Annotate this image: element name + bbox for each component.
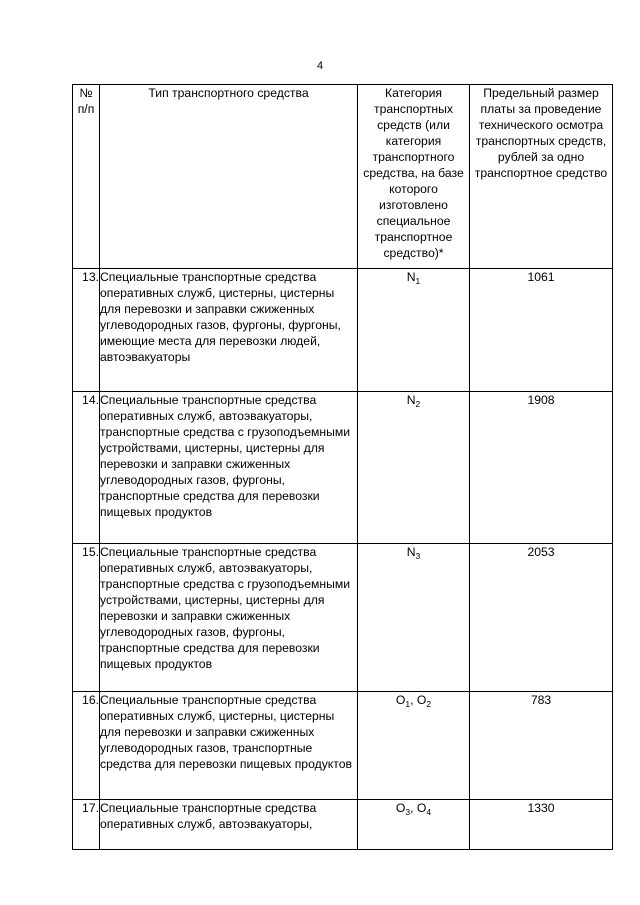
max-fee: 2053 — [470, 544, 613, 692]
category-subscript: 1 — [405, 699, 411, 709]
category-separator: , — [410, 693, 417, 707]
category-letter: N — [406, 270, 416, 284]
table-row — [73, 392, 613, 544]
category-letter: N — [406, 393, 416, 407]
inspection-fee-table — [72, 84, 613, 850]
table-row — [73, 269, 613, 392]
table-header-row — [73, 85, 613, 269]
header-number: № п/п — [73, 85, 100, 269]
category-subscript: 4 — [426, 807, 432, 817]
category-subscript: 1 — [415, 276, 421, 286]
category-letter: O — [416, 693, 427, 707]
vehicle-type: Специальные транспортные средства оперативных служб, цистерны, цистерны для перевозки и заправки сжиженных углеводородных газов, транспортные средства для перевозки пищевых продуктов — [100, 692, 358, 800]
category-subscript: 2 — [426, 699, 432, 709]
row-number: 15. — [73, 544, 100, 692]
category-subscript: 3 — [415, 551, 421, 561]
table-row — [73, 800, 613, 850]
category-letter: O — [395, 693, 406, 707]
category-subscript: 3 — [405, 807, 411, 817]
vehicle-type: Специальные транспортные средства оперативных служб, автоэвакуаторы, транспортные средства с грузоподъемными устройствами, цистерны, цистерны для перевозки и заправки сжиженных углеводородных газов, фургоны, транспортные средства для перевозки пищевых продуктов — [100, 544, 358, 692]
table-row — [73, 544, 613, 692]
category-letter: O — [416, 801, 427, 815]
vehicle-category — [358, 692, 470, 800]
category-letter: O — [395, 801, 406, 815]
header-vehicle-type: Тип транспортного средства — [100, 85, 358, 269]
max-fee: 1061 — [470, 269, 613, 392]
vehicle-category — [358, 544, 470, 692]
max-fee: 1330 — [470, 800, 613, 850]
vehicle-type: Специальные транспортные средства оперативных служб, автоэвакуаторы, — [100, 800, 358, 850]
row-number: 13. — [73, 269, 100, 392]
header-max-fee: Предельный размер платы за проведение технического осмотра транспортных средств, рублей за одно транспортное средство — [470, 85, 613, 269]
table-row — [73, 692, 613, 800]
row-number: 17. — [73, 800, 100, 850]
max-fee: 783 — [470, 692, 613, 800]
category-separator: , — [410, 801, 417, 815]
category-subscript: 2 — [415, 399, 421, 409]
row-number: 16. — [73, 692, 100, 800]
page-number: 4 — [316, 60, 324, 72]
category-letter: N — [406, 545, 416, 559]
header-vehicle-category: Категория транспортных средств (или категория транспортного средства, на базе которого изготовлено специальное транспортное средство)* — [358, 85, 470, 269]
row-number: 14. — [73, 392, 100, 544]
vehicle-category — [358, 392, 470, 544]
vehicle-category — [358, 800, 470, 850]
vehicle-type: Специальные транспортные средства оперативных служб, цистерны, цистерны для перевозки и заправки сжиженных углеводородных газов, фургоны, фургоны, имеющие места для перевозки людей, автоэвакуаторы — [100, 269, 358, 392]
max-fee: 1908 — [470, 392, 613, 544]
vehicle-type: Специальные транспортные средства оперативных служб, автоэвакуаторы, транспортные средства с грузоподъемными устройствами, цистерны, цистерны для перевозки и заправки сжиженных углеводородных газов, фургоны, транспортные средства для перевозки пищевых продуктов — [100, 392, 358, 544]
vehicle-category — [358, 269, 470, 392]
